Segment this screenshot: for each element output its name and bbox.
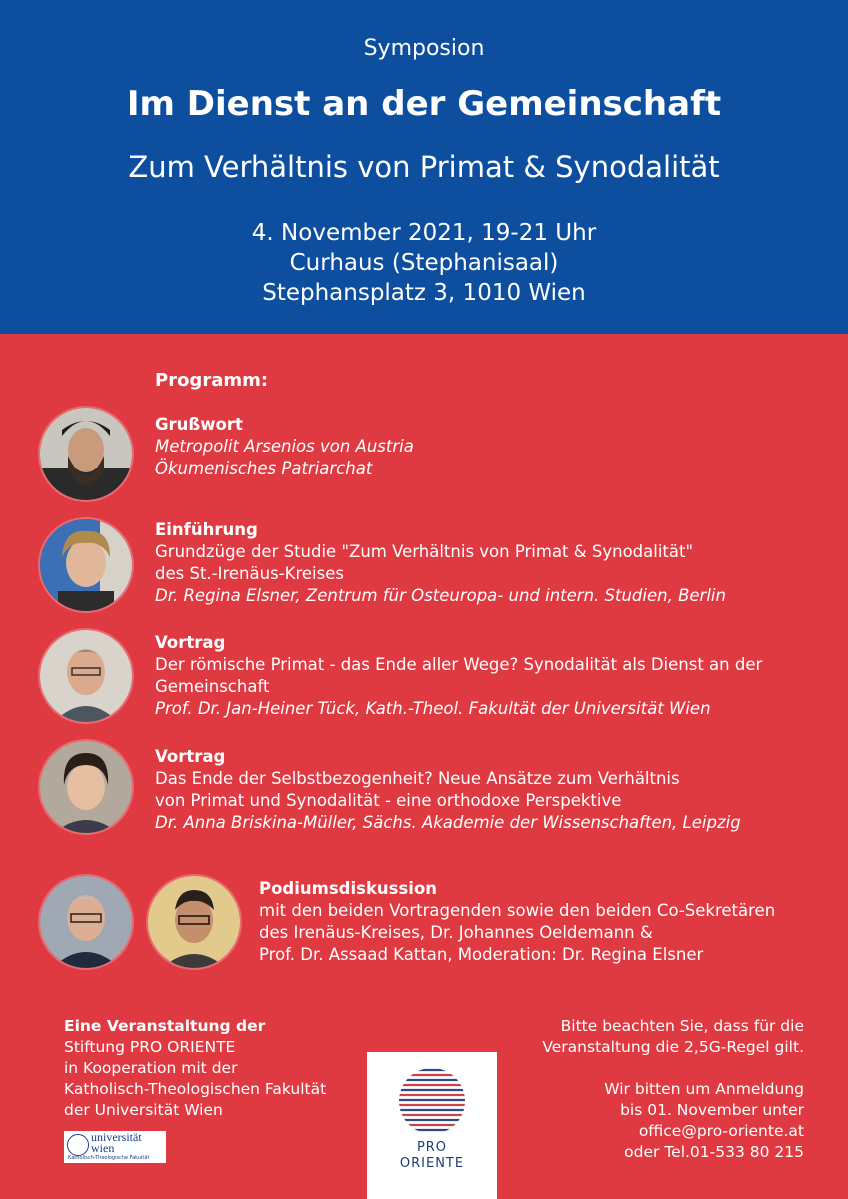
program-item-text: Das Ende der Selbstbezogenheit? Neue Ansätze zum Verhältnis [155, 769, 680, 788]
program-item-type: Einführung [155, 520, 258, 539]
program-item-text: des St.-Irenäus-Kreises [155, 564, 344, 583]
program-item-greeting [155, 414, 825, 480]
speaker-photo-arsenios [38, 406, 134, 502]
university-faculty: Katholisch-Theologische Fakultät [68, 1155, 150, 1161]
organizer-line: Katholisch-Theologischen Fakultät [64, 1080, 327, 1098]
university-logo [64, 1131, 166, 1163]
program-item-text: von Primat und Synodalität - eine orthodoxe Perspektive [155, 791, 622, 810]
organizer-line: der Universität Wien [64, 1101, 223, 1119]
organizer-heading: Eine Veranstaltung der [64, 1017, 266, 1035]
organizer-info [64, 1016, 326, 1121]
speaker-photo-elsner [38, 517, 134, 613]
university-name: universität [91, 1130, 142, 1144]
organizer-line: Stiftung PRO ORIENTE [64, 1038, 236, 1056]
logo-text-pro: PRO [416, 1140, 448, 1155]
logo-text-oriente: ORIENTE [399, 1156, 465, 1171]
program-item-type: Vortrag [155, 633, 226, 652]
program-item-text: Grundzüge der Studie "Zum Verhältnis von Primat & Synodalität" [155, 542, 694, 561]
speaker-line: Ökumenisches Patriarchat [155, 459, 373, 478]
program-item-type: Vortrag [155, 747, 226, 766]
program-item-text: Gemeinschaft [155, 677, 270, 696]
event-type: Symposion [363, 36, 485, 61]
program-item-text: des Irenäus-Kreises, Dr. Johannes Oeldemann & [259, 923, 653, 942]
event-date: 4. November 2021, 19-21 Uhr [251, 220, 597, 246]
registration-email: office@pro-oriente.at [638, 1122, 804, 1140]
university-city: wien [91, 1141, 115, 1155]
university-seal-icon [67, 1134, 89, 1156]
program-item-panel [259, 878, 829, 966]
program-item-type: Grußwort [155, 415, 243, 434]
event-subtitle: Zum Verhältnis von Primat & Synodalität [128, 150, 720, 184]
notice-line: Bitte beachten Sie, dass für die [560, 1017, 804, 1035]
notice-line: bis 01. November unter [620, 1101, 804, 1119]
speaker-line: Prof. Dr. Jan-Heiner Tück, Kath.-Theol. Fakultät der Universität Wien [155, 699, 711, 718]
event-address: Stephansplatz 3, 1010 Wien [262, 280, 586, 306]
program-item-text: mit den beiden Vortragenden sowie den beiden Co-Sekretären [259, 901, 776, 920]
program-item-type: Podiumsdiskussion [259, 879, 438, 898]
program-item-text: Der römische Primat - das Ende aller Wege? Synodalität als Dienst an der [155, 655, 763, 674]
event-title: Im Dienst an der Gemeinschaft [126, 84, 722, 124]
speaker-line: Dr. Anna Briskina-Müller, Sächs. Akademie der Wissenschaften, Leipzig [155, 813, 741, 832]
event-info [0, 218, 848, 308]
covid-rule-notice [484, 1016, 804, 1058]
registration-notice [484, 1016, 804, 1184]
speaker-line: Dr. Regina Elsner, Zentrum für Osteuropa- und intern. Studien, Berlin [155, 586, 726, 605]
event-venue: Curhaus (Stephanisaal) [289, 250, 559, 276]
notice-line: Wir bitten um Anmeldung [604, 1080, 804, 1098]
speaker-photo-tueck [38, 628, 134, 724]
registration-info [484, 1079, 804, 1163]
pro-oriente-logo [367, 1052, 497, 1199]
header-banner [0, 0, 848, 334]
speaker-line: Metropolit Arsenios von Austria [155, 437, 414, 456]
program-item-introduction [155, 519, 825, 607]
panelist-photo-oeldemann [38, 874, 134, 970]
program-item-lecture-1 [155, 632, 825, 720]
speaker-photo-briskina [38, 739, 134, 835]
pro-oriente-emblem-icon [397, 1066, 467, 1136]
program-item-lecture-2 [155, 746, 825, 834]
panelist-photo-kattan [146, 874, 242, 970]
registration-phone: oder Tel.01-533 80 215 [624, 1143, 804, 1161]
program-heading: Programm: [155, 370, 269, 391]
organizer-line: in Kooperation mit der [64, 1059, 238, 1077]
notice-line: Veranstaltung die 2,5G-Regel gilt. [542, 1038, 804, 1056]
program-item-text: Prof. Dr. Assaad Kattan, Moderation: Dr. Regina Elsner [259, 945, 704, 964]
